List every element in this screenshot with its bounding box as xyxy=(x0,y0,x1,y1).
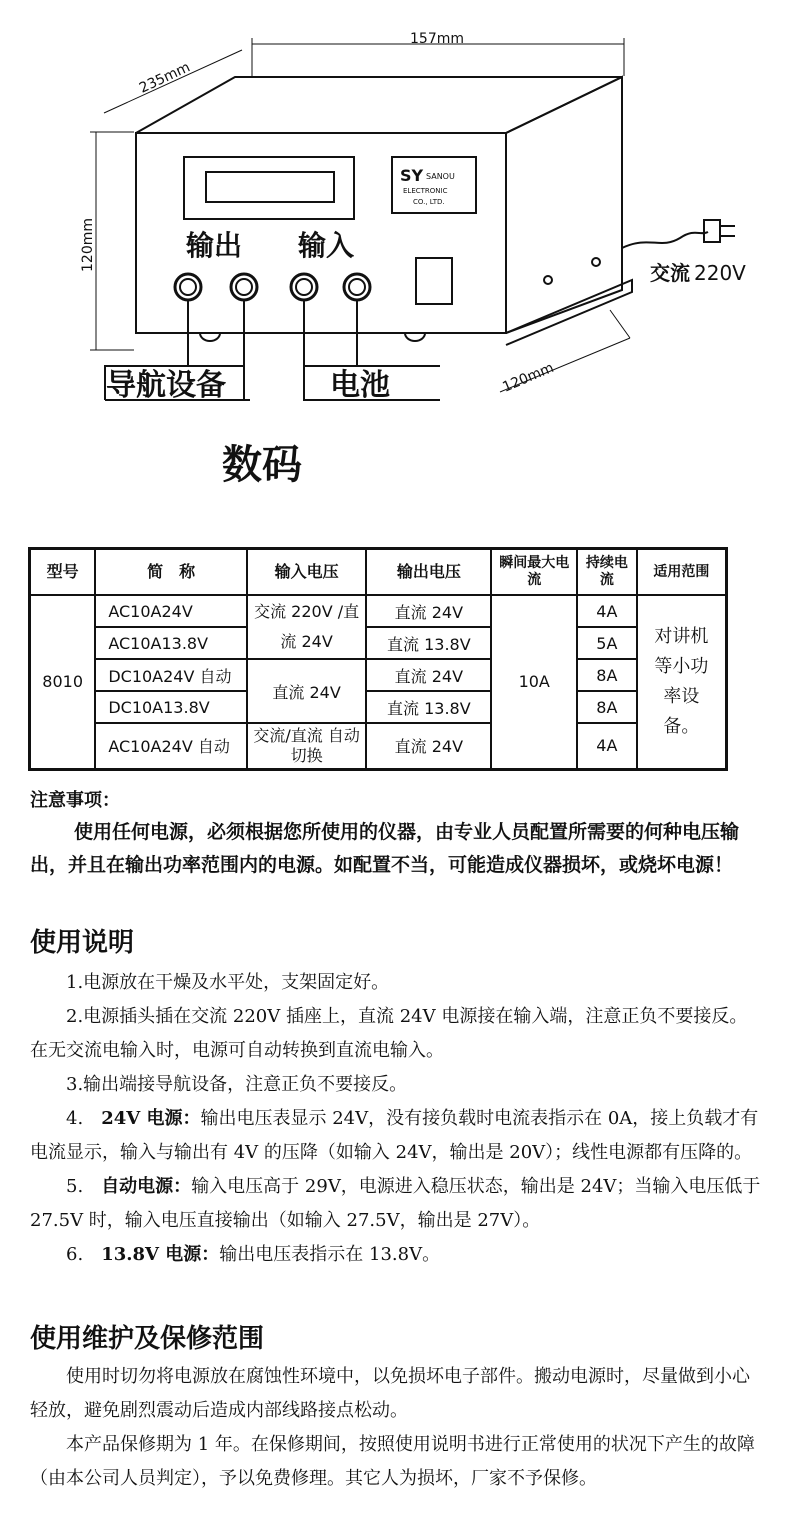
cell-input: 直流 24V xyxy=(247,659,366,723)
maintenance-title: 使用维护及保修范围 xyxy=(30,1324,265,1354)
label-nav: 导航设备 xyxy=(106,368,226,403)
header-model: 型号 xyxy=(30,549,96,596)
usage-item-3: 3.输出端接导航设备，注意正负不要接反。 xyxy=(66,1074,408,1095)
cell-cont: 4A xyxy=(577,723,637,769)
dim-bottom-label: 120mm xyxy=(500,359,557,396)
cell-scope: 对讲机等小功率设备。 xyxy=(637,595,727,769)
logo-sub2: ELECTRONIC xyxy=(403,187,448,195)
table-row xyxy=(30,659,727,691)
cell-input: 交流/直流 自动切换 xyxy=(247,723,366,769)
table-row xyxy=(30,691,727,723)
header-name: 简 称 xyxy=(95,549,247,596)
cell-cont: 5A xyxy=(577,627,637,659)
usage-item-4 xyxy=(30,1102,762,1170)
notes-title: 注意事项： xyxy=(30,790,120,811)
label-output: 输出 xyxy=(186,229,243,262)
dim-depth-label: 235mm xyxy=(136,59,193,97)
cell-output: 直流 24V xyxy=(366,659,491,691)
cell-cont: 4A xyxy=(577,595,637,627)
item-text: 输入电压高于 29V，电源进入稳压状态，输出是 24V；当输入电压低于 27.5V 时，输入电压直接输出（如输入 27.5V，输出是 27V）。 xyxy=(30,1176,761,1231)
usage-body xyxy=(30,966,762,1272)
cell-cont: 8A xyxy=(577,659,637,691)
item-bold-label: 24V 电源： xyxy=(101,1108,201,1129)
label-digital: 数码 xyxy=(222,442,302,488)
table-row xyxy=(30,627,727,659)
maintenance-p1: 使用时切勿将电源放在腐蚀性环境中，以免损坏电子部件。搬动电源时，尽量做到小心轻放，避免剧烈震动后造成内部线路接点松动。 xyxy=(30,1366,750,1421)
dim-height-label: 120mm xyxy=(80,218,96,272)
item-number: 5. xyxy=(66,1176,84,1197)
usage-title: 使用说明 xyxy=(30,928,135,958)
header-output: 输出电压 xyxy=(366,549,491,596)
header-input: 输入电压 xyxy=(247,549,366,596)
header-scope: 适用范围 xyxy=(637,549,727,596)
maintenance-body xyxy=(30,1360,762,1496)
label-ac-voltage: 220V xyxy=(694,261,746,285)
header-peak: 瞬间最大电流 xyxy=(491,549,577,596)
header-cont: 持续电流 xyxy=(577,549,637,596)
dim-top-label: 157mm xyxy=(410,31,464,47)
cell-input: 交流 220V /直流 24V xyxy=(247,595,366,659)
usage-item-5 xyxy=(30,1170,762,1238)
table-row xyxy=(30,595,727,627)
device-diagram xyxy=(0,0,790,530)
table-header-row xyxy=(30,549,727,596)
item-bold-label: 自动电源： xyxy=(101,1176,192,1197)
display-screen xyxy=(206,172,334,202)
item-number: 4. xyxy=(66,1108,84,1129)
logo-sub3: CO., LTD. xyxy=(413,198,445,206)
cell-name: AC10A24V xyxy=(95,595,247,627)
usage-item-6 xyxy=(30,1238,762,1272)
cell-name: AC10A13.8V xyxy=(95,627,247,659)
cell-output: 直流 24V xyxy=(366,595,491,627)
cell-output: 直流 13.8V xyxy=(366,691,491,723)
display-window xyxy=(184,157,354,219)
power-switch xyxy=(416,258,452,304)
logo-sub1: SANOU xyxy=(426,172,455,181)
item-bold-label: 13.8V 电源： xyxy=(101,1244,220,1265)
notes-body: 使用任何电源，必须根据您所使用的仪器，由专业人员配置所需要的何种电压输出，并且在输出功率范围内的电源。如配置不当，可能造成仪器损坏，或烧坏电源！ xyxy=(30,821,740,876)
spec-table xyxy=(28,547,728,771)
cell-peak: 10A xyxy=(491,595,577,769)
cell-name: DC10A24V 自动 xyxy=(95,659,247,691)
item-text: 输出电压表指示在 13.8V。 xyxy=(219,1244,441,1265)
cell-output: 直流 13.8V xyxy=(366,627,491,659)
cell-model: 8010 xyxy=(30,595,96,769)
table-row xyxy=(30,723,727,769)
usage-item-2: 2.电源插头插在交流 220V 插座上，直流 24V 电源接在输入端，注意正负不要接反。在无交流电输入时，电源可自动转换到直流电输入。 xyxy=(30,1006,748,1061)
maintenance-p2: 本产品保修期为 1 年。在保修期间，按照使用说明书进行正常使用的状况下产生的故障（由本公司人员判定），予以免费修理。其它人为损坏，厂家不予保修。 xyxy=(30,1434,755,1489)
logo-main: SY xyxy=(400,166,424,185)
item-text: 输出电压表显示 24V，没有接负载时电流表指示在 0A，接上负载才有电流显示，输入与输出有 4V 的压降（如输入 24V，输出是 20V）；线性电源都有压降的。 xyxy=(30,1108,759,1163)
cell-cont: 8A xyxy=(577,691,637,723)
cell-name: DC10A13.8V xyxy=(95,691,247,723)
label-ac: 交流 xyxy=(650,261,690,285)
usage-item-1: 1.电源放在干燥及水平处，支架固定好。 xyxy=(66,972,390,993)
cell-name: AC10A24V 自动 xyxy=(95,723,247,769)
label-battery: 电池 xyxy=(330,368,390,403)
item-number: 6. xyxy=(66,1244,84,1265)
label-input: 输入 xyxy=(298,229,355,262)
cell-output: 直流 24V xyxy=(366,723,491,769)
